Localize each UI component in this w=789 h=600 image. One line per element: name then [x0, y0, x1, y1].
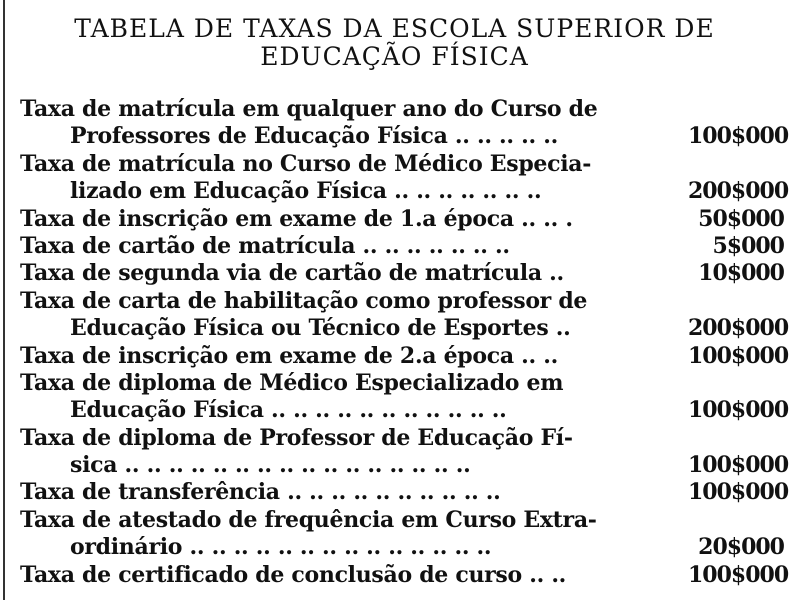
- fee-row: [20, 96, 784, 123]
- fee-description: Taxa de carta de habilitação como professor de: [20, 287, 588, 314]
- fee-row: [20, 370, 784, 397]
- fee-table: [20, 96, 789, 589]
- fee-description: Taxa de inscrição em exame de 1.a época .. .. .: [20, 205, 573, 232]
- fee-amount: 100$000: [688, 479, 789, 506]
- fee-row: [20, 507, 784, 534]
- page-title-line-2: EDUCAÇÃO FÍSICA: [260, 42, 529, 71]
- fee-description: Taxa de diploma de Professor de Educação Fí-: [20, 424, 573, 451]
- fee-amount: 50$000: [698, 205, 784, 232]
- fee-description: lizado em Educação Física .. .. .. .. .. .. ..: [70, 178, 542, 205]
- fee-amount: 200$000: [688, 315, 789, 342]
- fee-amount: 100$000: [688, 452, 789, 479]
- fee-row: [20, 260, 784, 287]
- fee-row: [20, 561, 789, 589]
- fee-amount: 100$000: [688, 342, 789, 369]
- fee-description: Taxa de inscrição em exame de 2.a época .. ..: [20, 342, 558, 369]
- fee-row: [20, 452, 789, 479]
- fee-description: Taxa de diploma de Médico Especializado em: [20, 369, 564, 396]
- fee-row: [20, 233, 784, 260]
- fee-row: [20, 288, 784, 315]
- fee-description: Taxa de transferência .. .. .. .. .. .. .. .. .. ..: [20, 479, 501, 506]
- fee-amount: 200$000: [688, 178, 789, 205]
- fee-description: Taxa de matrícula no Curso de Médico Especia-: [20, 150, 592, 177]
- fee-description: sica .. .. .. .. .. .. .. .. .. .. .. .. .. .. .. ..: [70, 452, 471, 479]
- fee-amount: 100$000: [688, 397, 789, 424]
- fee-amount: 5$000: [712, 232, 784, 259]
- fee-row: [20, 479, 789, 506]
- fee-description: ordinário .. .. .. .. .. .. .. .. .. .. .. .. .. ..: [70, 534, 492, 561]
- fee-row: [20, 534, 784, 561]
- fee-row: [20, 206, 784, 233]
- fee-row: [20, 178, 789, 205]
- fee-row: [20, 397, 789, 424]
- fee-row: [20, 123, 789, 150]
- fee-amount: 10$000: [698, 260, 784, 287]
- fee-description: Educação Física .. .. .. .. .. .. .. .. .. .. ..: [70, 397, 507, 424]
- fee-amount: 20$000: [698, 534, 784, 561]
- fee-description: Taxa de matrícula em qualquer ano do Curso de: [20, 96, 598, 122]
- fee-row: [20, 315, 789, 342]
- fee-description: Taxa de certificado de conclusão de curso .. ..: [20, 561, 567, 588]
- fee-description: Taxa de cartão de matrícula .. .. .. .. .. .. ..: [20, 232, 510, 259]
- fee-amount: 100$000: [688, 561, 789, 588]
- fee-row: [20, 151, 784, 178]
- fee-amount: 100$000: [688, 123, 789, 150]
- column-rule: [3, 0, 5, 600]
- fee-row: [20, 425, 784, 452]
- fee-description: Professores de Educação Física .. .. .. .. ..: [70, 123, 558, 150]
- fee-description: Educação Física ou Técnico de Esportes ..: [70, 315, 571, 342]
- fee-description: Taxa de segunda via de cartão de matrícula ..: [20, 260, 564, 287]
- fee-description: Taxa de atestado de frequência em Curso Extra-: [20, 506, 597, 533]
- page-title-line-1: TABELA DE TAXAS DA ESCOLA SUPERIOR DE: [74, 14, 715, 43]
- fee-row: [20, 342, 789, 370]
